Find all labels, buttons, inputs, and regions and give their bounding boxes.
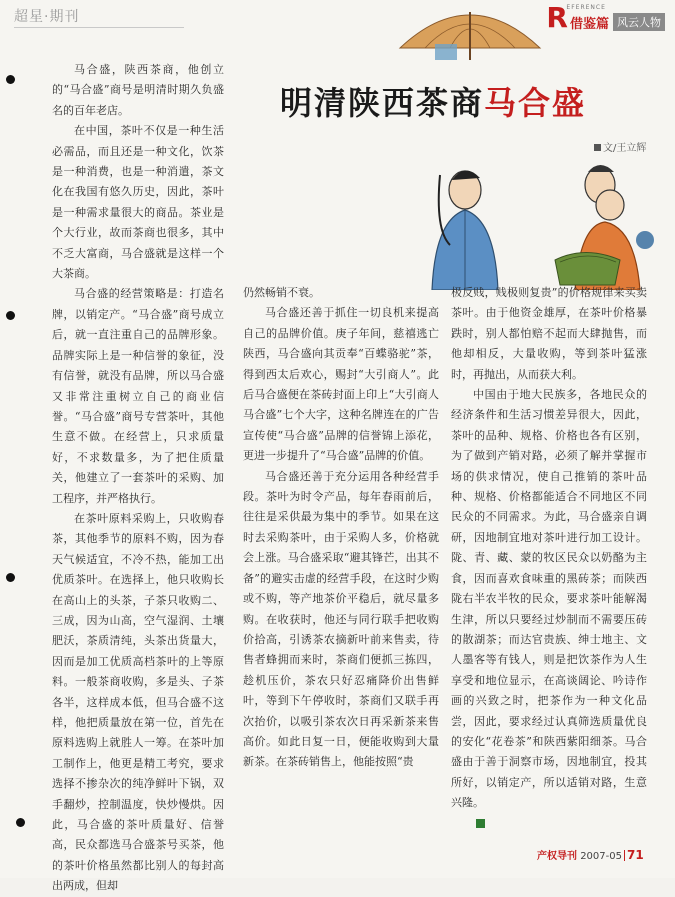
paragraph: 马合盛的经营策略是：打造名牌，以销定产。“马合盛”商号成立后，就一直注重自己的品牌形象。品牌实际上是一种信誉的象征，没有信誉，就没有品牌，所以马合盛又非常注重树立自己的商业信誉。“马合盛”商号专营茶叶，其他生意不做。在经营上，只求质量好，不求数量多，为了把住质量关，他建立了一套茶叶的采购、加工程序，并严格执行。 — [52, 287, 224, 505]
end-mark-icon — [476, 819, 485, 828]
paragraph: 极反贱，贱极则复贵”的价格规律来买卖茶叶。由于他资金雄厚，在茶叶价格暴跌时，别人都怕赔不起而大肆抛售，而他却相反，大量收购，等到茶叶猛涨时，再抛出，从而获大利。 — [451, 286, 647, 381]
title-main: 明清陕西茶商 — [280, 84, 485, 122]
section-header: 超星·期刊 — [14, 9, 80, 25]
header-divider — [14, 27, 184, 28]
paragraph: 中国由于地大民族多，各地民众的经济条件和生活习惯差异很大，因此，茶叶的品种、规格、价格也各有区别，为了做到产销对路，必须了解并掌握市场的供求情况，使自己推销的茶叶品种、规格、价格都能适合不同地区不同民众的不同需求。为此，马合盛亲自调研，因地制宜地对茶叶进行加工设计。陇、青、藏、蒙的牧区民众以奶酪为主食，因而喜欢食味重的黑砖茶；而陕西陇右半农半牧的民众，要求茶叶能解渴生津，所以只要经过炒制而不需要压砖的散湖茶；而达官贵族、绅士地主、文人墨客等有钱人，则是把饮茶作为人生享受和地位显示，在高谈阔论、吟诗作画的兴致之时，把茶作为一种文化品尝，因此，要求经过认真筛选质量优良的安化“花卷茶”和陕西紫阳细茶。马合盛由于善于洞察市场，因地制宜，投其所好，以销定产，所以适销对路，生意兴隆。 — [451, 388, 647, 810]
paragraph: 马合盛，陕西茶商，他创立的“马合盛”商号是明清时期久负盛名的百年老店。 — [52, 63, 224, 117]
text-column-1 — [52, 60, 224, 897]
reference-word: EFERENCE — [566, 4, 606, 11]
paragraph: 马合盛还善于充分运用各种经营手段。茶叶为时令产品，每年春雨前后，往往是采供最为集中的季节。如果在这时去采购茶叶，由于采购人多，价格就会上涨。马合盛采取“避其锋芒，出其不备”的避实击虚的经营手段，在这时少购或不购，等产地茶价平稳后，就尽量多购。在收获时，他还与同行联手把收购价拾高，引诱茶农摘新叶前来售卖，待售者蜂拥而来时，茶商们便抓三拣四，趁机压价，茶农只好忍痛降价出售鲜叶，等到下午停收时，茶商们又联手再次抬价，以吸引茶农次日再采新茶来售高价。如此日复一日，便能收购到大量新茶。在茶砖销售上，他能按照“贵 — [243, 469, 439, 769]
article-title — [280, 78, 586, 124]
issue-date: 2007-05 — [580, 851, 622, 862]
text-column-3 — [451, 283, 647, 834]
paragraph: 马合盛还善于抓住一切良机来提高自己的品牌价值。庚子年间，慈禧逃亡陕西，马合盛向其贡奉“百蝶骆驼”茶，得到西太后欢心，赐封“大引商人”。此后马合盛便在茶砖封面上印上“大引商人马合盛”七个大字，这种名牌连在的广告宣传使“马合盛”品牌的信誉锦上添花，更进一步提升了“马合盛”品牌的价值。 — [243, 306, 439, 463]
binding-hole-icon — [6, 311, 15, 320]
paragraph-end — [451, 814, 647, 834]
column-label: 风云人物 — [613, 13, 665, 31]
title-name: 马合盛 — [484, 84, 587, 122]
paragraph: 仍然畅销不衰。 — [243, 286, 320, 299]
page-number: 71 — [626, 848, 644, 862]
binding-hole-icon — [16, 818, 25, 827]
umbrella-illustration — [395, 0, 545, 60]
binding-hole-icon — [6, 75, 15, 84]
paragraph: 在中国，茶叶不仅是一种生活必需品，而且还是一种文化，饮茶是一种消费，也是一种消遣，茶文化在我国有悠久历史，因此，茶叶是一种需求量很大的商品。茶业是个大行业，故而茶商也很多，其中不乏大富商，马合盛就是这样一个大茶商。 — [52, 124, 224, 281]
text-column-2 — [243, 283, 439, 773]
magazine-name: 产权导刊 — [537, 851, 577, 862]
page-footer — [537, 847, 644, 862]
byline-text: 文/王立辉 — [603, 143, 647, 154]
section-label: 借鉴篇 — [569, 16, 609, 32]
column-header — [546, 1, 665, 34]
paragraph: 在茶叶原料采购上，只收购春茶，其他季节的原料不购，因为春天气候适宜，不冷不热，能加工出优质茶叶。在选择上，他只收购长在高山上的头茶，子茶只收购二、三成，因为山高，空气湿润、土壤肥沃，茶质清纯，头茶出货量大，因而是加工优质高档茶叶的上等原料。一般茶商收购，多是头、子茶各半，这样成本低，但马合盛不这样，他把质量放在第一位，首先在原料选购上就胜人一筹。在茶叶加工制作上，他更是精工考究，要求选择不掺杂次的纯净鲜叶下锅，双手翻炒，控制温度，快炒慢烘。因此，马合盛的茶叶质量好、信誉高，民众都选马合盛茶号买茶，他的茶叶价格虽然都比别人的每封高出两成，但却 — [52, 511, 224, 893]
tea-merchants-illustration — [410, 150, 655, 290]
footer-divider — [624, 850, 625, 861]
reference-r-letter: R — [546, 1, 568, 34]
binding-hole-icon — [6, 573, 15, 582]
